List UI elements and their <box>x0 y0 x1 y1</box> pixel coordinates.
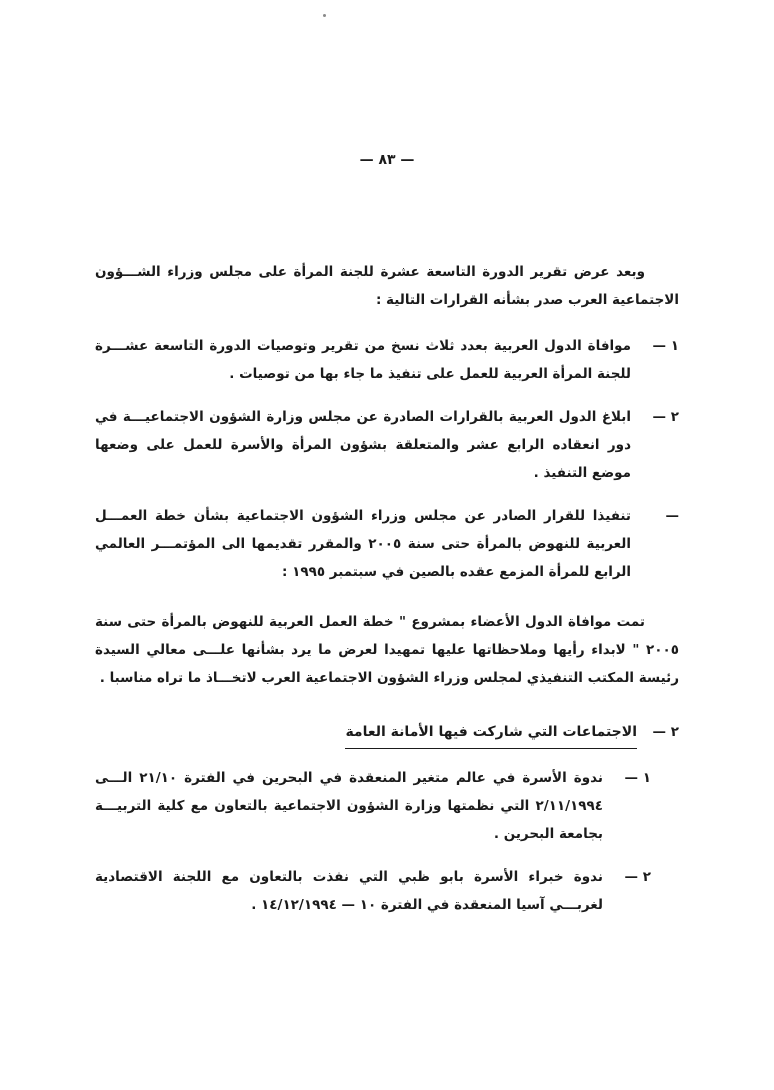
item-text: ندوة خبراء الأسرة بابو ظبي التي نفذت بالتعاون مع اللجنة الاقتصادية لغربـــي آسيا المنعقدة في الفترة ١٠ — ١٤/١٢/١٩٩٤ . <box>95 869 603 913</box>
item-text: تنفيذا للقرار الصادر عن مجلس وزراء الشؤون الاجتماعية بشأن خطة العمـــل العربية للنهوض بالمرأة حتى سنة ٢٠٠٥ والمقرر تقديمها الى المؤتمـــر العالمي الرابع للمرأة المزمع عقده بالصين في سبتمبر ١٩٩٥ : <box>95 508 631 580</box>
intro-paragraph: وبعد عرض تقرير الدورة التاسعة عشرة للجنة المرأة على مجلس وزراء الشـــؤون الاجتماعية العرب صدر بشأنه القرارات التالية : <box>95 264 679 308</box>
section-title: الاجتماعات التي شاركت فيها الأمانة العامة <box>345 718 637 749</box>
followup-paragraph: تمت موافاة الدول الأعضاء بمشروع " خطة العمل العربية للنهوض بالمرأة حتى سنة ٢٠٠٥ " لابداء رأيها وملاحظاتها عليها تمهيدا لعرض ما يرد بشأنها علـــى معالي السيدة رئيسة المكتب التنفيذي لمجلس وزراء الشؤون الاجتماعية العرب لاتخـــاذ ما تراه مناسبا . <box>95 614 679 686</box>
item-marker: ٢ — <box>652 409 679 425</box>
resolution-item <box>95 332 679 388</box>
page-number: — ٨٣ — <box>359 152 415 168</box>
document-body <box>95 258 679 919</box>
meeting-item <box>95 863 651 919</box>
item-text: موافاة الدول العربية بعدد ثلاث نسخ من تقرير وتوصيات الدورة التاسعة عشـــرة للجنة المرأة العربية للعمل على تنفيذ ما جاء بها من توصيات . <box>95 338 631 382</box>
resolution-item <box>95 502 679 586</box>
item-marker: — <box>665 508 679 524</box>
item-marker: ١ — <box>624 770 651 786</box>
section-marker: ٢ — <box>652 724 679 740</box>
meetings-list <box>95 764 651 919</box>
item-text: ابلاغ الدول العربية بالقرارات الصادرة عن مجلس وزارة الشؤون الاجتماعيـــة في دور انعقاده الرابع عشر والمتعلقة بشؤون المرأة والأسرة للعمل على وضعها موضع التنفيذ . <box>95 409 631 481</box>
resolution-item <box>95 403 679 487</box>
meeting-item <box>95 764 651 848</box>
item-marker: ٢ — <box>624 869 651 885</box>
item-text: ندوة الأسرة في عالم متغير المنعقدة في البحرين في الفترة ٢١/١٠ الـــى ٢/١١/١٩٩٤ التي نظمتها وزارة الشؤون الاجتماعية بالتعاون مع كلية التربيـــة بجامعة البحرين . <box>95 770 603 842</box>
scan-artifact-dot <box>323 14 326 17</box>
section-heading <box>95 718 679 749</box>
item-marker: ١ — <box>652 338 679 354</box>
